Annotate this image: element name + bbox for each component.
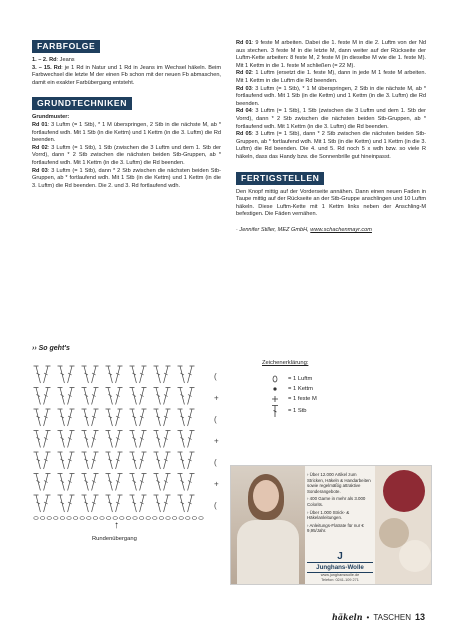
double-crochet-stitch bbox=[58, 388, 65, 405]
double-crochet-stitch bbox=[188, 431, 195, 448]
double-crochet-stitch bbox=[130, 452, 137, 469]
paragraph: Rd 04: 3 Luftm (= 1 Stb), 1 Stb (zwischen die 3 Luftm und dem 1. Stb der Vorrd), dann * 2 Stb zwischen die nächsten beiden Stb-Gruppen, ab * fortlaufend wdh. Mit 1 Kettm (in die 3. Luftm) die Rd beenden. bbox=[236, 108, 426, 130]
chain-stitch bbox=[172, 517, 176, 520]
chain-stitch bbox=[192, 517, 196, 520]
double-crochet-stitch bbox=[164, 495, 171, 512]
chain-stitch bbox=[60, 517, 64, 520]
double-crochet-stitch bbox=[106, 388, 113, 405]
double-crochet-stitch bbox=[58, 409, 65, 426]
junghans-advertisement[interactable] bbox=[230, 465, 432, 585]
magazine-brand: häkeln bbox=[332, 612, 363, 622]
double-crochet-stitch bbox=[44, 366, 51, 383]
double-crochet-stitch bbox=[130, 366, 137, 383]
double-crochet-stitch bbox=[44, 495, 51, 512]
double-crochet-stitch bbox=[44, 452, 51, 469]
chain-stitch bbox=[93, 517, 97, 520]
double-crochet-stitch bbox=[178, 388, 185, 405]
footer-section: TASCHEN bbox=[373, 613, 411, 622]
double-crochet-stitch bbox=[116, 409, 123, 426]
crochet-chart bbox=[28, 360, 228, 550]
double-crochet-stitch bbox=[68, 452, 75, 469]
chain-oval-icon bbox=[262, 375, 288, 383]
double-crochet-stitch bbox=[92, 409, 99, 426]
ad-bullet-list: › Über 12.000 Artikel zum Stricken, Häkeln & Handarbeiten sowie regelmäßig attraktive Sonderangebote. › 400 Garne in mehr als 3.000 Colorits. › Über 1.000 Strick- & Häkelanleitungen. › Anleitungs-Flatrate für nur € 9,95/Jahr. bbox=[307, 472, 371, 534]
chain-stitch bbox=[100, 517, 104, 520]
chain-stitch bbox=[179, 517, 183, 520]
double-crochet-stitch bbox=[130, 495, 137, 512]
double-crochet-stitch bbox=[92, 366, 99, 383]
chain-stitch bbox=[133, 517, 137, 520]
double-crochet-stitch bbox=[44, 431, 51, 448]
so-gehts-heading: ›› So geht's bbox=[32, 345, 70, 352]
chain-stitch bbox=[67, 517, 71, 520]
chain-stitch bbox=[120, 517, 124, 520]
arrow-up-icon: ↑ bbox=[114, 520, 119, 531]
double-crochet-stitch bbox=[34, 366, 41, 383]
page-footer: häkeln • TASCHEN 13 bbox=[332, 612, 425, 622]
double-crochet-stitch bbox=[188, 409, 195, 426]
double-crochet-stitch bbox=[34, 452, 41, 469]
yarn-balls-image bbox=[375, 466, 431, 584]
double-crochet-stitch bbox=[58, 431, 65, 448]
double-crochet-stitch bbox=[82, 388, 89, 405]
double-crochet-stitch bbox=[164, 452, 171, 469]
double-crochet-stitch bbox=[188, 388, 195, 405]
double-crochet-stitch bbox=[68, 495, 75, 512]
double-crochet-stitch bbox=[106, 366, 113, 383]
right-column bbox=[236, 40, 426, 234]
stitch-legend bbox=[262, 360, 432, 418]
row-transition-mark: ( bbox=[214, 415, 217, 424]
legend-row-feste-m: = 1 feste M bbox=[262, 394, 432, 404]
chain-stitch bbox=[166, 517, 170, 520]
double-crochet-stitch bbox=[164, 431, 171, 448]
double-crochet-stitch bbox=[82, 474, 89, 491]
double-crochet-stitch bbox=[140, 366, 147, 383]
legend-row-stb: = 1 Stb bbox=[262, 404, 432, 418]
junghans-logo: J Junghans-Wolle www.junghanswolle.de Telefon: 0241-109 271 bbox=[307, 552, 373, 583]
double-crochet-stitch bbox=[68, 366, 75, 383]
double-crochet-stitch bbox=[140, 409, 147, 426]
section-heading-farbfolge: FARBFOLGE bbox=[32, 40, 100, 53]
row-transition-mark: + bbox=[214, 436, 219, 446]
double-crochet-stitch bbox=[164, 474, 171, 491]
crochet-chart-svg bbox=[28, 360, 228, 550]
double-crochet-stitch bbox=[44, 474, 51, 491]
double-crochet-t-icon bbox=[262, 404, 288, 418]
double-crochet-stitch bbox=[34, 431, 41, 448]
double-crochet-stitch bbox=[116, 452, 123, 469]
chart-caption: Rundenübergang bbox=[92, 536, 137, 542]
paragraph: Rd 01: 9 feste M arbeiten. Dabei die 1. feste M in die 2. Luftm von der Nd aus stechen. 3 feste M in die letzte M, dann weiter auf der Rückseite der Luftm-Kette arbeiten: 8 feste M, 2 feste M (in dieselbe M wie die 1. feste M). Mit 1 Kettm in die 1. feste M schließen (= 22 M). bbox=[236, 40, 426, 69]
double-crochet-stitch bbox=[58, 366, 65, 383]
chain-stitch bbox=[159, 517, 163, 520]
double-crochet-stitch bbox=[58, 495, 65, 512]
double-crochet-stitch bbox=[82, 409, 89, 426]
paragraph: Rd 01: 3 Luftm (= 1 Stb), * 1 M überspringen, 2 Stb in die nächste M, ab * fortlaufend wdh. Mit 1 Stb (in die Kettm) und 1 Kettm (in die 3. Luftm) die Rd beenden. bbox=[32, 121, 221, 144]
double-crochet-stitch bbox=[130, 388, 137, 405]
double-crochet-stitch bbox=[154, 409, 161, 426]
row-transition-mark: ( bbox=[214, 501, 217, 510]
row-transition-mark: ( bbox=[214, 372, 217, 381]
double-crochet-stitch bbox=[154, 366, 161, 383]
double-crochet-stitch bbox=[188, 452, 195, 469]
single-crochet-plus-icon bbox=[262, 395, 288, 403]
credit-line: · Jennifer Stiller, MEZ GmbH, www.schachenmayr.com bbox=[236, 226, 372, 233]
double-crochet-stitch bbox=[82, 431, 89, 448]
double-crochet-stitch bbox=[154, 495, 161, 512]
double-crochet-stitch bbox=[116, 366, 123, 383]
chain-stitch bbox=[139, 517, 143, 520]
subheading: Grundmuster: bbox=[32, 114, 70, 121]
double-crochet-stitch bbox=[82, 452, 89, 469]
double-crochet-stitch bbox=[178, 452, 185, 469]
double-crochet-stitch bbox=[164, 366, 171, 383]
double-crochet-stitch bbox=[140, 388, 147, 405]
credit-link[interactable]: www.schachenmayr.com bbox=[310, 226, 372, 233]
chain-stitch bbox=[87, 517, 91, 520]
chain-stitch bbox=[126, 517, 130, 520]
double-crochet-stitch bbox=[106, 431, 113, 448]
double-crochet-stitch bbox=[178, 409, 185, 426]
double-crochet-stitch bbox=[44, 409, 51, 426]
double-crochet-stitch bbox=[106, 409, 113, 426]
double-crochet-stitch bbox=[116, 431, 123, 448]
double-crochet-stitch bbox=[130, 431, 137, 448]
double-crochet-stitch bbox=[106, 474, 113, 491]
paragraph: Rd 02: 1 Luftm (ersetzt die 1. feste M), dann in jede M 1 feste M arbeiten. Mit 1 Kettm in die Luftm die Rd beenden. bbox=[236, 70, 427, 84]
double-crochet-stitch bbox=[68, 431, 75, 448]
double-crochet-stitch bbox=[178, 366, 185, 383]
paragraph: 3. – 15. Rd: je 1 Rd in Natur und 1 Rd in Jeans im Wechsel häkeln. Beim Farbwechsel die letzte M der einen Fb schon mit der neuen Fb abmaschen, damit ein exakter Farbübergang entsteht. bbox=[32, 64, 221, 86]
chain-stitch bbox=[40, 517, 44, 520]
row-transition-mark: + bbox=[214, 393, 219, 403]
double-crochet-stitch bbox=[140, 431, 147, 448]
double-crochet-stitch bbox=[68, 409, 75, 426]
double-crochet-stitch bbox=[92, 452, 99, 469]
paragraph: Rd 05: 3 Luftm (= 1 Stb), dann * 2 Stb zwischen die nächsten beiden Stb-Gruppen, ab * fortlaufend wdh. Mit 1 Stb (in die Kettm) und 1 Kettm (in die 3. Luftm) die Rd beenden. Die 4. und 5. Rd noch 5 x wdh bzw. so viele R häkeln, dass das Handy bzw. die Sonnenbrille gut hineinpasst. bbox=[236, 131, 426, 160]
double-crochet-stitch bbox=[106, 495, 113, 512]
double-crochet-stitch bbox=[140, 495, 147, 512]
double-crochet-stitch bbox=[34, 495, 41, 512]
double-crochet-stitch bbox=[164, 409, 171, 426]
double-crochet-stitch bbox=[92, 495, 99, 512]
legend-row-kettm: = 1 Kettm bbox=[262, 384, 432, 394]
chain-stitch bbox=[153, 517, 157, 520]
chain-stitch bbox=[47, 517, 51, 520]
chain-stitch bbox=[146, 517, 150, 520]
section-heading-grundtechniken: GRUNDTECHNIKEN bbox=[32, 97, 132, 110]
double-crochet-stitch bbox=[34, 388, 41, 405]
paragraph: Rd 03: 3 Luftm (= 1 Stb), dann * 2 Stb zwischen die nächsten beiden Stb-Gruppen, ab * fortlaufend wdh. Mit 1 Stb (in die Kettm) und 1 Kettm (in die 3. Luftm) die Rd beenden. Die 2. und 3. Rd fortlaufend wdh. bbox=[32, 167, 222, 189]
double-crochet-stitch bbox=[92, 474, 99, 491]
double-crochet-stitch bbox=[140, 474, 147, 491]
double-crochet-stitch bbox=[34, 474, 41, 491]
left-column bbox=[32, 40, 221, 190]
double-crochet-stitch bbox=[188, 474, 195, 491]
chain-stitch bbox=[73, 517, 77, 520]
double-crochet-stitch bbox=[92, 431, 99, 448]
double-crochet-stitch bbox=[116, 474, 123, 491]
double-crochet-stitch bbox=[178, 431, 185, 448]
paragraph: Rd 02: 3 Luftm (= 1 Stb), 1 Stb (zwischen die 3 Luftm und dem 1. Stb der Vorrd), dann * 2 Stb zwischen die nächsten beiden Stb-Gruppen, ab * fortlaufend wdh. Mit 1 Kettm (in die 3. Luftm) die Rd beenden. bbox=[32, 144, 221, 166]
paragraph: Den Knopf mittig auf der Vorderseite annähen. Dann einen neuen Faden in Taupe mittig auf der Rückseite an der Stb-Gruppe anschlingen und 10 Luftm häkeln. Diese Luftm-Kette mit 1 Kettm links neben der Anschling-M befestigen. Die Fäden vernähen. bbox=[236, 188, 426, 218]
double-crochet-stitch bbox=[82, 366, 89, 383]
slip-stitch-dot-icon bbox=[262, 386, 288, 392]
chain-stitch bbox=[54, 517, 58, 520]
double-crochet-stitch bbox=[106, 452, 113, 469]
double-chevron-icon: ›› bbox=[32, 345, 39, 352]
double-crochet-stitch bbox=[154, 388, 161, 405]
double-crochet-stitch bbox=[154, 431, 161, 448]
legend-row-luftm: = 1 Luftm bbox=[262, 374, 432, 384]
double-crochet-stitch bbox=[140, 452, 147, 469]
double-crochet-stitch bbox=[154, 452, 161, 469]
double-crochet-stitch bbox=[92, 388, 99, 405]
double-crochet-stitch bbox=[58, 452, 65, 469]
double-crochet-stitch bbox=[58, 474, 65, 491]
chain-stitch bbox=[199, 517, 203, 520]
double-crochet-stitch bbox=[130, 409, 137, 426]
double-crochet-stitch bbox=[188, 366, 195, 383]
double-crochet-stitch bbox=[44, 388, 51, 405]
paragraph: Rd 03: 3 Luftm (= 1 Stb), * 1 M überspringen, 2 Stb in die nächste M, ab * fortlaufend wdh. Mit 1 Stb (in die Kettm) und 1 Kettm (in die 3. Luftm) die Rd beenden. bbox=[236, 85, 426, 107]
ad-model-photo bbox=[231, 466, 305, 584]
double-crochet-stitch bbox=[154, 474, 161, 491]
double-crochet-stitch bbox=[116, 388, 123, 405]
double-crochet-stitch bbox=[116, 495, 123, 512]
double-crochet-stitch bbox=[164, 388, 171, 405]
chain-stitch bbox=[80, 517, 84, 520]
row-transition-mark: + bbox=[214, 479, 219, 489]
chain-stitch bbox=[106, 517, 110, 520]
double-crochet-stitch bbox=[68, 388, 75, 405]
legend-title: Zeichenerklärung: bbox=[262, 360, 309, 366]
chain-stitch bbox=[34, 517, 38, 520]
double-crochet-stitch bbox=[188, 495, 195, 512]
chain-stitch bbox=[186, 517, 190, 520]
double-crochet-stitch bbox=[68, 474, 75, 491]
double-crochet-stitch bbox=[130, 474, 137, 491]
double-crochet-stitch bbox=[82, 495, 89, 512]
paragraph: 1. – 2. Rd: Jeans bbox=[32, 57, 75, 63]
double-crochet-stitch bbox=[178, 474, 185, 491]
page-number: 13 bbox=[414, 612, 425, 622]
double-crochet-stitch bbox=[178, 495, 185, 512]
section-heading-fertigstellen: FERTIGSTELLEN bbox=[236, 172, 324, 185]
row-transition-mark: ( bbox=[214, 458, 217, 467]
double-crochet-stitch bbox=[34, 409, 41, 426]
